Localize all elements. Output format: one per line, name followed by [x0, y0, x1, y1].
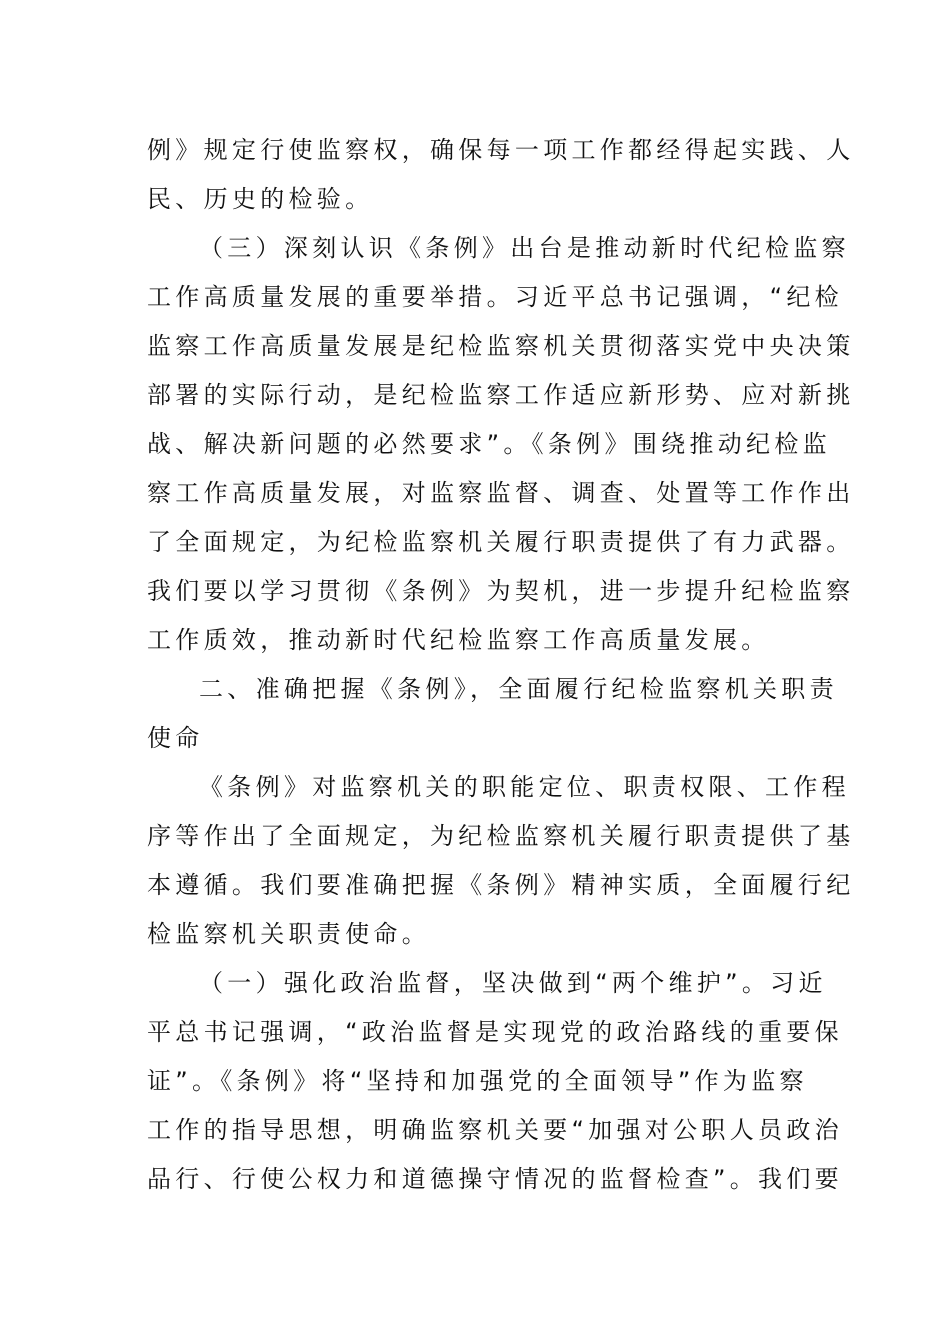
text-line: 工作高质量发展的重要举措。习近平总书记强调，“纪检 [147, 283, 843, 311]
text-line: 战、解决新问题的必然要求”。《条例》围绕推动纪检监 [147, 430, 831, 458]
text-line: 部署的实际行动，是纪检监察工作适应新形势、应对新挑 [147, 381, 855, 409]
text-line: 检监察机关职责使命。 [147, 920, 430, 948]
section-heading-3: （三）深刻认识《条例》出台是推动新时代纪检监察 [199, 234, 850, 262]
text-line: 工作的指导思想，明确监察机关要“加强对公职人员政治 [147, 1116, 843, 1144]
text-line: 民、历史的检验。 [147, 185, 374, 213]
text-line: 平总书记强调，“政治监督是实现党的政治路线的重要保 [147, 1018, 843, 1046]
text-line: 工作质效，推动新时代纪检监察工作高质量发展。 [147, 626, 770, 654]
text-line: 证”。《条例》将“坚持和加强党的全面领导”作为监察 [147, 1067, 808, 1095]
paragraph-start: 《条例》对监察机关的职能定位、职责权限、工作程 [199, 773, 850, 801]
text-line: 我们要以学习贯彻《条例》为契机，进一步提升纪检监察 [147, 577, 855, 605]
text-line: 察工作高质量发展，对监察监督、调查、处置等工作作出 [147, 479, 855, 507]
section-heading-1: （一）强化政治监督，坚决做到“两个维护”。习近 [199, 969, 827, 997]
text-line: 品行、行使公权力和道德操守情况的监督检查”。我们要 [147, 1165, 843, 1193]
text-line: 监察工作高质量发展是纪检监察机关贯彻落实党中央决策 [147, 332, 855, 360]
document-body [147, 126, 855, 1204]
section-heading-2: 二、准确把握《条例》，全面履行纪检监察机关职责 [199, 675, 838, 703]
text-line: 本遵循。我们要准确把握《条例》精神实质，全面履行纪 [147, 871, 855, 899]
text-line: 例》规定行使监察权，确保每一项工作都经得起实践、人 [147, 136, 855, 164]
text-line: 序等作出了全面规定，为纪检监察机关履行职责提供了基 [147, 822, 855, 850]
text-line: 使命 [147, 724, 204, 752]
text-line: 了全面规定，为纪检监察机关履行职责提供了有力武器。 [147, 528, 855, 556]
